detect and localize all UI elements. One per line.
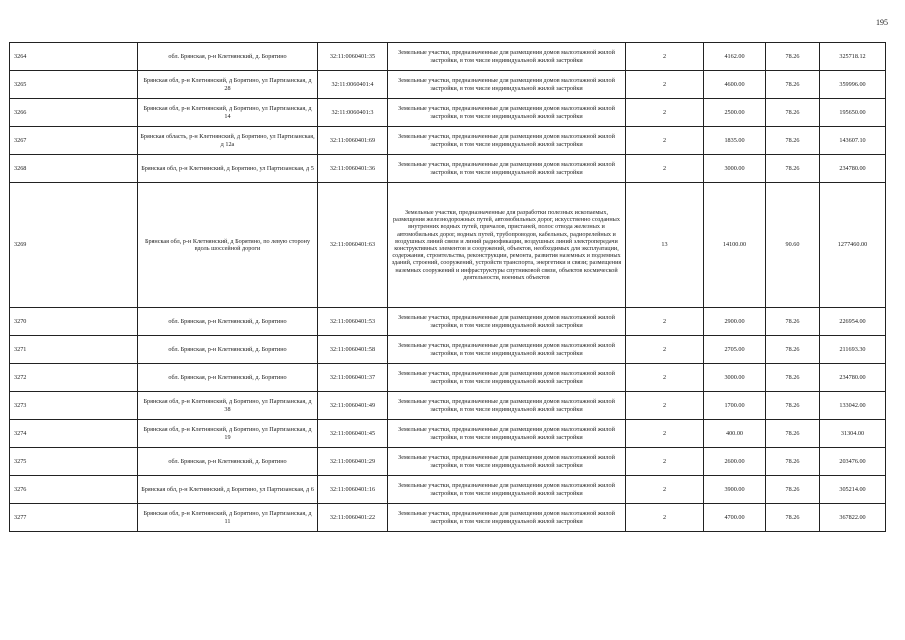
cadastral-number-cell: 32:11:0060401:49 <box>318 392 388 420</box>
address-cell: Брянская область, р-н Клетнянский, д Борятино, ул Партизанская, д 12а <box>138 127 318 155</box>
cadastral-number-cell: 32:11:0060401:36 <box>318 155 388 183</box>
permitted-use-cell: Земельные участки, предназначенные для размещения домов малоэтажной жилой застройки, в том числе индивидуальной жилой застройки <box>388 127 626 155</box>
permitted-use-cell: Земельные участки, предназначенные для размещения домов малоэтажной жилой застройки, в том числе индивидуальной жилой застройки <box>388 155 626 183</box>
use-group-cell: 2 <box>626 155 704 183</box>
cadastral-number-cell: 32:11:0060401:4 <box>318 71 388 99</box>
table-row <box>10 392 886 420</box>
permitted-use-cell: Земельные участки, предназначенные для размещения домов малоэтажной жилой застройки, в том числе индивидуальной жилой застройки <box>388 504 626 532</box>
use-group-cell: 2 <box>626 336 704 364</box>
address-cell: обл. Брянская, р-н Клетнянский, д. Борятино <box>138 364 318 392</box>
specific-value-cell: 78.26 <box>766 155 820 183</box>
permitted-use-cell: Земельные участки, предназначенные для размещения домов малоэтажной жилой застройки, в том числе индивидуальной жилой застройки <box>388 420 626 448</box>
specific-value-cell: 78.26 <box>766 392 820 420</box>
table-row <box>10 336 886 364</box>
table-row <box>10 308 886 336</box>
use-group-cell: 2 <box>626 43 704 71</box>
use-group-cell: 2 <box>626 127 704 155</box>
cadastral-number-cell: 32:11:0060401:37 <box>318 364 388 392</box>
permitted-use-cell: Земельные участки, предназначенные для размещения домов малоэтажной жилой застройки, в том числе индивидуальной жилой застройки <box>388 392 626 420</box>
address-cell: Брянская обл, р-н Клетнянский, д Борятино, по левую сторону вдоль шоссейной дороги <box>138 183 318 308</box>
table-row <box>10 43 886 71</box>
table-row <box>10 476 886 504</box>
cadastral-number-cell: 32:11:0060401:63 <box>318 183 388 308</box>
specific-value-cell: 78.26 <box>766 99 820 127</box>
cadastral-number-cell: 32:11:0060401:53 <box>318 308 388 336</box>
cadastral-value-cell: 367822.00 <box>820 504 886 532</box>
cadastral-value-cell: 234780.00 <box>820 155 886 183</box>
address-cell: обл. Брянская, р-н Клетнянский, д. Борятино <box>138 308 318 336</box>
cadastral-number-cell: 32:11:0060401:29 <box>318 448 388 476</box>
use-group-cell: 2 <box>626 420 704 448</box>
permitted-use-cell: Земельные участки, предназначенные для размещения домов малоэтажной жилой застройки, в том числе индивидуальной жилой застройки <box>388 71 626 99</box>
permitted-use-cell: Земельные участки, предназначенные для размещения домов малоэтажной жилой застройки, в том числе индивидуальной жилой застройки <box>388 308 626 336</box>
area-cell: 4600.00 <box>704 71 766 99</box>
row-number-cell: 3277 <box>10 504 138 532</box>
row-number-cell: 3268 <box>10 155 138 183</box>
area-cell: 2600.00 <box>704 448 766 476</box>
table-row <box>10 504 886 532</box>
permitted-use-cell: Земельные участки, предназначенные для размещения домов малоэтажной жилой застройки, в том числе индивидуальной жилой застройки <box>388 43 626 71</box>
use-group-cell: 2 <box>626 308 704 336</box>
cadastral-value-cell: 226954.00 <box>820 308 886 336</box>
specific-value-cell: 78.26 <box>766 43 820 71</box>
row-number-cell: 3270 <box>10 308 138 336</box>
use-group-cell: 2 <box>626 476 704 504</box>
area-cell: 2705.00 <box>704 336 766 364</box>
specific-value-cell: 78.26 <box>766 420 820 448</box>
row-number-cell: 3269 <box>10 183 138 308</box>
row-number-cell: 3274 <box>10 420 138 448</box>
specific-value-cell: 78.26 <box>766 448 820 476</box>
specific-value-cell: 78.26 <box>766 336 820 364</box>
area-cell: 4162.00 <box>704 43 766 71</box>
area-cell: 2500.00 <box>704 99 766 127</box>
specific-value-cell: 78.26 <box>766 504 820 532</box>
area-cell: 1835.00 <box>704 127 766 155</box>
row-number-cell: 3266 <box>10 99 138 127</box>
permitted-use-cell: Земельные участки, предназначенные для размещения домов малоэтажной жилой застройки, в том числе индивидуальной жилой застройки <box>388 448 626 476</box>
cadastral-number-cell: 32:11:0060401:22 <box>318 504 388 532</box>
address-cell: Брянская обл, р-н Клетнянский, д Борятино, ул Партизанская, д 11 <box>138 504 318 532</box>
cadastral-value-cell: 211693.30 <box>820 336 886 364</box>
use-group-cell: 2 <box>626 364 704 392</box>
area-cell: 400.00 <box>704 420 766 448</box>
area-cell: 3900.00 <box>704 476 766 504</box>
table-row <box>10 99 886 127</box>
land-registry-table <box>9 42 886 532</box>
specific-value-cell: 90.60 <box>766 183 820 308</box>
cadastral-value-cell: 1277460.00 <box>820 183 886 308</box>
area-cell: 3000.00 <box>704 155 766 183</box>
address-cell: Брянская обл, р-н Клетнянский, д Борятино, ул Партизанская, д 5 <box>138 155 318 183</box>
row-number-cell: 3276 <box>10 476 138 504</box>
specific-value-cell: 78.26 <box>766 364 820 392</box>
cadastral-value-cell: 133042.00 <box>820 392 886 420</box>
permitted-use-cell: Земельные участки, предназначенные для размещения домов малоэтажной жилой застройки, в том числе индивидуальной жилой застройки <box>388 364 626 392</box>
use-group-cell: 2 <box>626 392 704 420</box>
area-cell: 2900.00 <box>704 308 766 336</box>
specific-value-cell: 78.26 <box>766 476 820 504</box>
cadastral-number-cell: 32:11:0060401:45 <box>318 420 388 448</box>
use-group-cell: 2 <box>626 71 704 99</box>
specific-value-cell: 78.26 <box>766 308 820 336</box>
cadastral-value-cell: 143607.10 <box>820 127 886 155</box>
cadastral-value-cell: 305214.00 <box>820 476 886 504</box>
table-row <box>10 127 886 155</box>
cadastral-number-cell: 32:11:0060401:35 <box>318 43 388 71</box>
address-cell: обл. Брянская, р-н Клетнянский, д. Борятино <box>138 43 318 71</box>
address-cell: Брянская обл, р-н Клетнянский, д Борятино, ул Партизанская, д 19 <box>138 420 318 448</box>
table-row <box>10 420 886 448</box>
address-cell: Брянская обл, р-н Клетнянский, д Борятино, ул Партизанская, д 14 <box>138 99 318 127</box>
address-cell: обл. Брянская, р-н Клетнянский, д. Борятино <box>138 448 318 476</box>
cadastral-value-cell: 359996.00 <box>820 71 886 99</box>
permitted-use-cell: Земельные участки, предназначенные для разработки полезных ископаемых, размещения железнодорожных путей, автомобильных дорог, искусственно созданных внутренних водных путей, причалов, пристаней, полос отвода железных и автомобильных дорог, водных путей, трубопроводов, кабельных, радиорелейных и воздушных линий связи и линий радиофикации, воздушных линий электропередачи конструктивных элементов и сооружений, объектов, необходимых для эксплуатации, содержания, строительства, реконструкции, ремонта, развития наземных и подземных зданий, строений, сооружений, устройств транспорта, энергетики и связи; размещения наземных сооружений и инфраструктуры спутниковой связи, объектов космической деятельности, военных объектов <box>388 183 626 308</box>
row-number-cell: 3275 <box>10 448 138 476</box>
permitted-use-cell: Земельные участки, предназначенные для размещения домов малоэтажной жилой застройки, в том числе индивидуальной жилой застройки <box>388 476 626 504</box>
table-row <box>10 155 886 183</box>
row-number-cell: 3271 <box>10 336 138 364</box>
address-cell: Брянская обл, р-н Клетнянский, д Борятино, ул Партизанская, д 28 <box>138 71 318 99</box>
address-cell: обл. Брянская, р-н Клетнянский, д. Борятино <box>138 336 318 364</box>
cadastral-value-cell: 203476.00 <box>820 448 886 476</box>
cadastral-value-cell: 195650.00 <box>820 99 886 127</box>
cadastral-value-cell: 31304.00 <box>820 420 886 448</box>
table-row <box>10 448 886 476</box>
address-cell: Брянская обл, р-н Клетнянский, д Борятино, ул Партизанская, д 38 <box>138 392 318 420</box>
use-group-cell: 2 <box>626 504 704 532</box>
table-row <box>10 183 886 308</box>
area-cell: 3000.00 <box>704 364 766 392</box>
area-cell: 4700.00 <box>704 504 766 532</box>
area-cell: 14100.00 <box>704 183 766 308</box>
table-row <box>10 364 886 392</box>
cadastral-value-cell: 325718.12 <box>820 43 886 71</box>
specific-value-cell: 78.26 <box>766 127 820 155</box>
row-number-cell: 3265 <box>10 71 138 99</box>
cadastral-number-cell: 32:11:0060401:3 <box>318 99 388 127</box>
permitted-use-cell: Земельные участки, предназначенные для размещения домов малоэтажной жилой застройки, в том числе индивидуальной жилой застройки <box>388 99 626 127</box>
row-number-cell: 3267 <box>10 127 138 155</box>
cadastral-number-cell: 32:11:0060401:16 <box>318 476 388 504</box>
area-cell: 1700.00 <box>704 392 766 420</box>
address-cell: Брянская обл, р-н Клетнянский, д Борятино, ул Партизанская, д 6 <box>138 476 318 504</box>
page-number: 195 <box>876 18 888 27</box>
row-number-cell: 3272 <box>10 364 138 392</box>
use-group-cell: 2 <box>626 448 704 476</box>
row-number-cell: 3273 <box>10 392 138 420</box>
table-row <box>10 71 886 99</box>
cadastral-value-cell: 234780.00 <box>820 364 886 392</box>
cadastral-number-cell: 32:11:0060401:69 <box>318 127 388 155</box>
use-group-cell: 2 <box>626 99 704 127</box>
use-group-cell: 13 <box>626 183 704 308</box>
permitted-use-cell: Земельные участки, предназначенные для размещения домов малоэтажной жилой застройки, в том числе индивидуальной жилой застройки <box>388 336 626 364</box>
row-number-cell: 3264 <box>10 43 138 71</box>
cadastral-number-cell: 32:11:0060401:58 <box>318 336 388 364</box>
specific-value-cell: 78.26 <box>766 71 820 99</box>
